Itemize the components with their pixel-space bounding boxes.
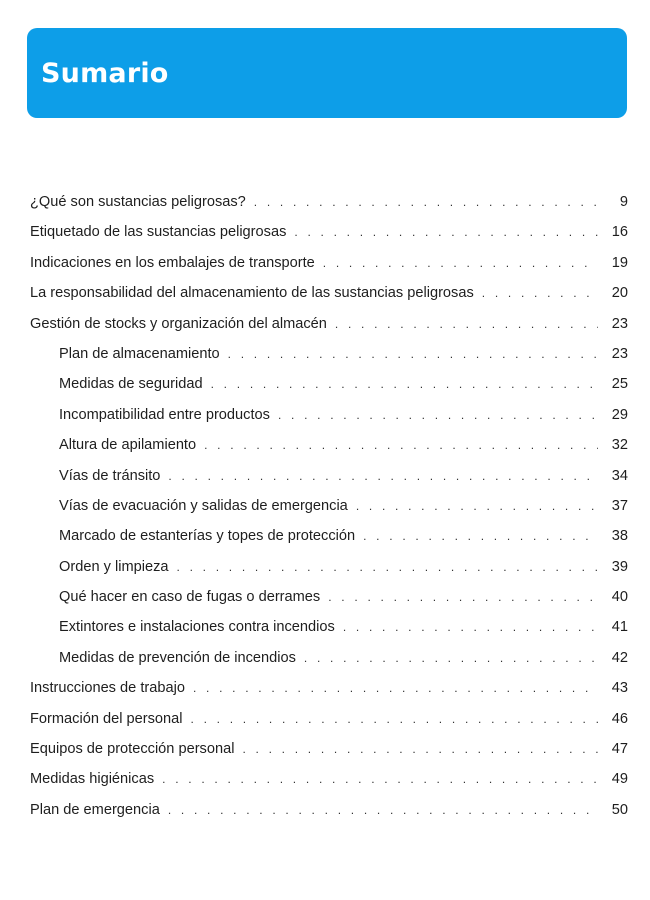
page-title: Sumario	[41, 58, 169, 89]
toc-entry-label: La responsabilidad del almacenamiento de las sustancias peligrosas	[30, 285, 474, 302]
dot-leader	[228, 342, 598, 366]
toc-entry-label: Medidas de seguridad	[59, 376, 203, 393]
toc-entry-page-number: 23	[611, 315, 628, 332]
toc-entry-page-number: 9	[619, 194, 628, 210]
header-banner	[27, 28, 627, 118]
toc-entry-page-number: 49	[611, 771, 628, 788]
toc-entry-page-number: 47	[611, 741, 628, 758]
toc-entry-page-number: 25	[611, 376, 628, 393]
toc-entry[interactable]	[30, 190, 628, 220]
toc-entry[interactable]	[30, 251, 628, 281]
toc-entry-label: Formación del personal	[30, 710, 183, 727]
table-of-contents	[30, 190, 628, 828]
toc-entry[interactable]	[30, 707, 628, 737]
toc-entry-page-number: 16	[611, 224, 628, 241]
dot-leader	[204, 433, 598, 457]
toc-entry-label: Indicaciones en los embalajes de transporte	[30, 254, 315, 271]
dot-leader	[177, 555, 599, 579]
toc-entry-page-number: 39	[611, 558, 628, 575]
toc-entry-page-number: 46	[611, 710, 628, 727]
toc-entry[interactable]	[30, 433, 628, 463]
dot-leader	[193, 676, 598, 700]
toc-entry-label: Instrucciones de trabajo	[30, 680, 185, 697]
toc-entry-label: Marcado de estanterías y topes de protección	[59, 528, 356, 545]
toc-entry-page-number: 19	[611, 254, 628, 271]
toc-entry[interactable]	[30, 494, 628, 524]
dot-leader	[304, 646, 598, 670]
dot-leader	[254, 190, 598, 214]
toc-entry-page-number: 40	[611, 589, 628, 606]
dot-leader	[211, 372, 598, 396]
toc-entry-page-number: 34	[611, 467, 628, 484]
toc-entry[interactable]	[30, 555, 628, 585]
toc-entry[interactable]	[30, 615, 628, 645]
toc-entry[interactable]	[30, 312, 628, 342]
toc-entry[interactable]	[30, 524, 628, 554]
toc-entry-label: Qué hacer en caso de fugas o derrames	[59, 589, 321, 606]
dot-leader	[278, 403, 598, 427]
toc-entry-label: Orden y limpieza	[59, 558, 169, 575]
toc-entry-label: Gestión de stocks y organización del almacén	[30, 315, 327, 332]
toc-entry-page-number: 20	[611, 285, 628, 302]
toc-entry[interactable]	[30, 646, 628, 676]
toc-entry-page-number: 38	[611, 528, 628, 545]
toc-entry-label: ¿Qué son sustancias peligrosas?	[30, 194, 246, 210]
toc-entry-page-number: 42	[611, 649, 628, 666]
toc-entry[interactable]	[30, 220, 628, 250]
dot-leader	[168, 798, 598, 822]
toc-entry-label: Etiquetado de las sustancias peligrosas	[30, 224, 287, 241]
toc-entry-label: Plan de almacenamiento	[59, 345, 220, 362]
toc-entry[interactable]	[30, 585, 628, 615]
dot-leader	[168, 464, 598, 488]
toc-entry-page-number: 37	[611, 497, 628, 514]
toc-entry-label: Vías de tránsito	[59, 467, 161, 484]
dot-leader	[162, 767, 598, 791]
dot-leader	[335, 312, 598, 336]
toc-entry-page-number: 23	[611, 345, 628, 362]
toc-entry-page-number: 43	[611, 680, 628, 697]
toc-entry-label: Medidas higiénicas	[30, 771, 155, 788]
toc-entry[interactable]	[30, 342, 628, 372]
toc-entry-label: Plan de emergencia	[30, 801, 160, 818]
dot-leader	[482, 281, 598, 305]
dot-leader	[343, 615, 598, 639]
toc-entry[interactable]	[30, 372, 628, 402]
toc-entry-label: Altura de apilamiento	[59, 437, 197, 454]
toc-entry-label: Equipos de protección personal	[30, 741, 235, 758]
toc-entry-label: Incompatibilidad entre productos	[59, 406, 270, 423]
toc-entry[interactable]	[30, 767, 628, 797]
dot-leader	[356, 494, 598, 518]
toc-entry[interactable]	[30, 798, 628, 828]
toc-entry-page-number: 29	[611, 406, 628, 423]
dot-leader	[363, 524, 598, 548]
toc-entry[interactable]	[30, 737, 628, 767]
toc-entry-label: Extintores e instalaciones contra incendios	[59, 619, 335, 636]
toc-entry-page-number: 32	[611, 437, 628, 454]
dot-leader	[294, 220, 598, 244]
toc-entry-page-number: 50	[611, 801, 628, 818]
toc-entry[interactable]	[30, 464, 628, 494]
toc-entry[interactable]	[30, 281, 628, 311]
toc-entry[interactable]	[30, 676, 628, 706]
dot-leader	[191, 707, 598, 731]
dot-leader	[328, 585, 598, 609]
dot-leader	[323, 251, 598, 275]
toc-entry-page-number: 41	[611, 619, 628, 636]
toc-entry-label: Vías de evacuación y salidas de emergencia	[59, 497, 348, 514]
toc-entry[interactable]	[30, 403, 628, 433]
dot-leader	[242, 737, 598, 761]
toc-entry-label: Medidas de prevención de incendios	[59, 649, 296, 666]
